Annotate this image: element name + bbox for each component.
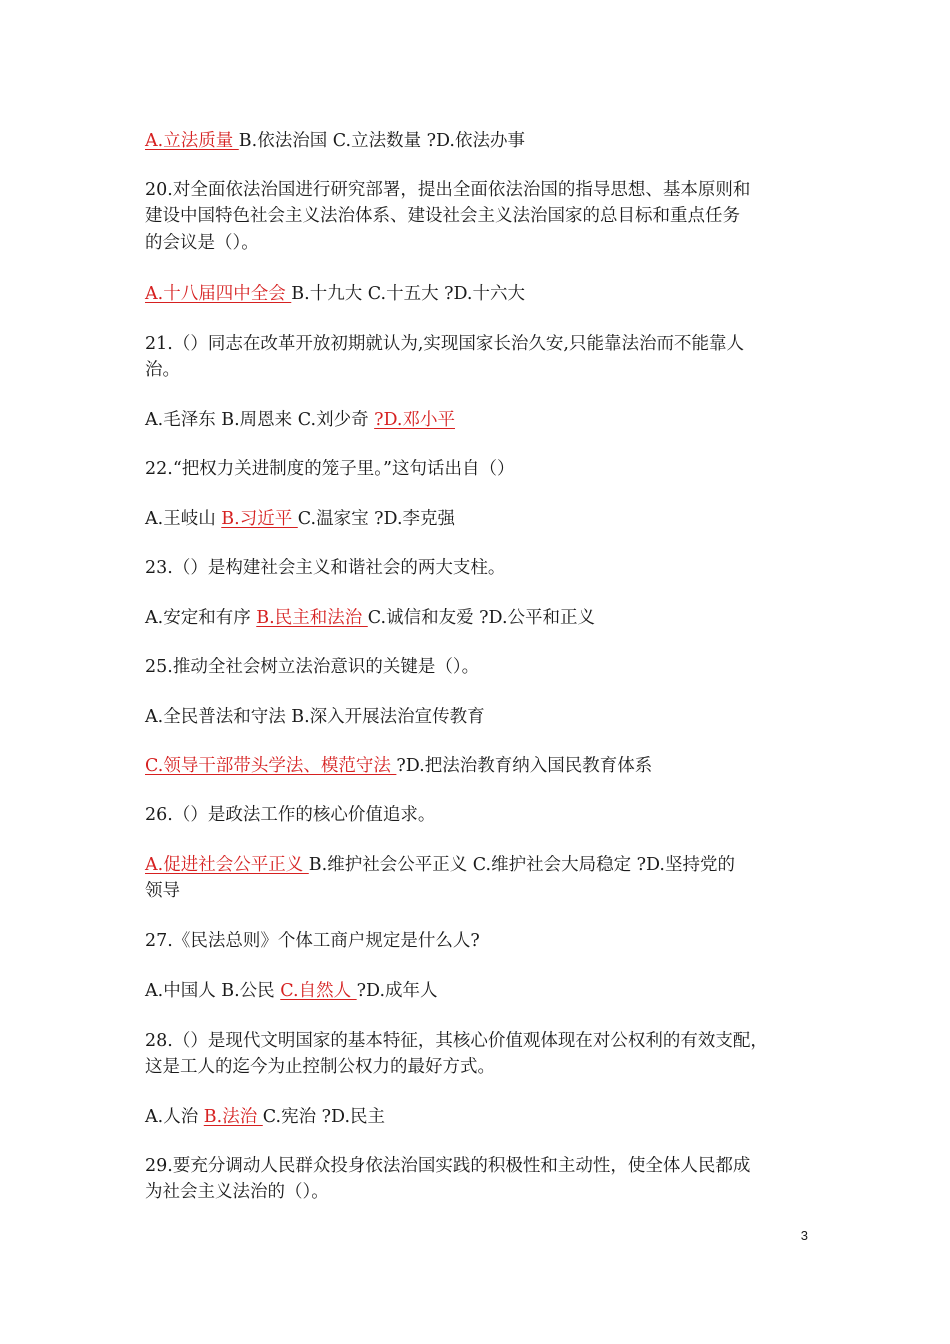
text-line <box>145 281 810 307</box>
text-segment: C.诚信和友爱 ?D.公平和正义 <box>367 608 596 628</box>
text-line <box>145 1179 810 1205</box>
text-line <box>145 1104 810 1130</box>
answer-highlight: C.领导干部带头学法、模范守法 <box>145 756 397 776</box>
answer-highlight: ?D.邓小平 <box>374 410 455 430</box>
text-line <box>145 1028 810 1054</box>
text-segment: 领导 <box>145 881 180 901</box>
text-segment: 22.“把权力关进制度的笼子里。”这句话出自（） <box>145 459 515 479</box>
text-line <box>145 203 810 229</box>
text-line <box>145 357 810 383</box>
text-segment: B.维护社会公平正义 C.维护社会大局稳定 ?D.坚持党的 <box>308 855 735 875</box>
text-line <box>145 978 810 1004</box>
text-line <box>145 407 810 433</box>
text-line <box>145 928 810 954</box>
text-line <box>145 852 810 878</box>
text-segment: 为社会主义法治的（）。 <box>145 1182 329 1202</box>
answer-highlight: B.习近平 <box>221 509 298 529</box>
text-line <box>145 1153 810 1179</box>
answer-highlight: C.自然人 <box>280 981 357 1001</box>
text-line <box>145 456 810 482</box>
text-segment: ?D.成年人 <box>356 981 438 1001</box>
text-line <box>145 605 810 631</box>
text-segment: 治。 <box>145 360 180 380</box>
text-segment: 这是工人的迄今为止控制公权力的最好方式。 <box>145 1057 495 1077</box>
text-segment: 28.（）是现代文明国家的基本特征，其核心价值观体现在对公权利的有效支配， <box>145 1031 768 1051</box>
text-line <box>145 1054 810 1080</box>
text-line <box>145 230 810 256</box>
text-segment: 25.推动全社会树立法治意识的关键是（）。 <box>145 657 480 677</box>
text-segment: A.毛泽东 B.周恩来 C.刘少奇 <box>145 410 375 430</box>
text-segment: A.人治 <box>145 1107 204 1127</box>
text-segment: ?D.把法治教育纳入国民教育体系 <box>396 756 653 776</box>
text-line <box>145 555 810 581</box>
answer-highlight: B.民主和法治 <box>256 608 368 628</box>
text-line <box>145 654 810 680</box>
text-line <box>145 878 810 904</box>
text-segment: C.温家宝 ?D.李克强 <box>297 509 456 529</box>
text-line <box>145 802 810 828</box>
text-segment: B.十九大 C.十五大 ?D.十六大 <box>291 284 525 304</box>
answer-highlight: A.促进社会公平正义 <box>145 855 309 875</box>
text-segment: 20.对全面依法治国进行研究部署，提出全面依法治国的指导思想、基本原则和 <box>145 180 751 200</box>
text-segment: A.全民普法和守法 B.深入开展法治宣传教育 <box>145 707 485 727</box>
text-segment: B.依法治国 C.立法数量 ?D.依法办事 <box>238 131 525 151</box>
text-segment: 29.要充分调动人民群众投身依法治国实践的积极性和主动性，使全体人民都成 <box>145 1156 751 1176</box>
text-segment: A.安定和有序 <box>145 608 257 628</box>
text-segment: C.宪治 ?D.民主 <box>262 1107 386 1127</box>
text-segment: 21.（）同志在改革开放初期就认为,实现国家长治久安,只能靠法治而不能靠人 <box>145 334 744 354</box>
answer-highlight: A.立法质量 <box>145 131 239 151</box>
text-line <box>145 177 810 203</box>
page-number: 3 <box>800 1228 808 1243</box>
text-line <box>145 506 810 532</box>
text-segment: 26.（）是政法工作的核心价值追求。 <box>145 805 436 825</box>
text-line <box>145 331 810 357</box>
text-segment: 23.（）是构建社会主义和谐社会的两大支柱。 <box>145 558 506 578</box>
text-segment: 的会议是（）。 <box>145 233 259 253</box>
text-segment: 建设中国特色社会主义法治体系、建设社会主义法治国家的总目标和重点任务 <box>145 206 740 226</box>
text-segment: A.中国人 B.公民 <box>145 981 281 1001</box>
text-line <box>145 128 810 154</box>
text-segment: 27.《民法总则》个体工商户规定是什么人? <box>145 931 480 951</box>
answer-highlight: B.法治 <box>203 1107 263 1127</box>
text-line <box>145 704 810 730</box>
answer-highlight: A.十八届四中全会 <box>145 284 292 304</box>
text-segment: A.王岐山 <box>145 509 222 529</box>
text-line <box>145 753 810 779</box>
